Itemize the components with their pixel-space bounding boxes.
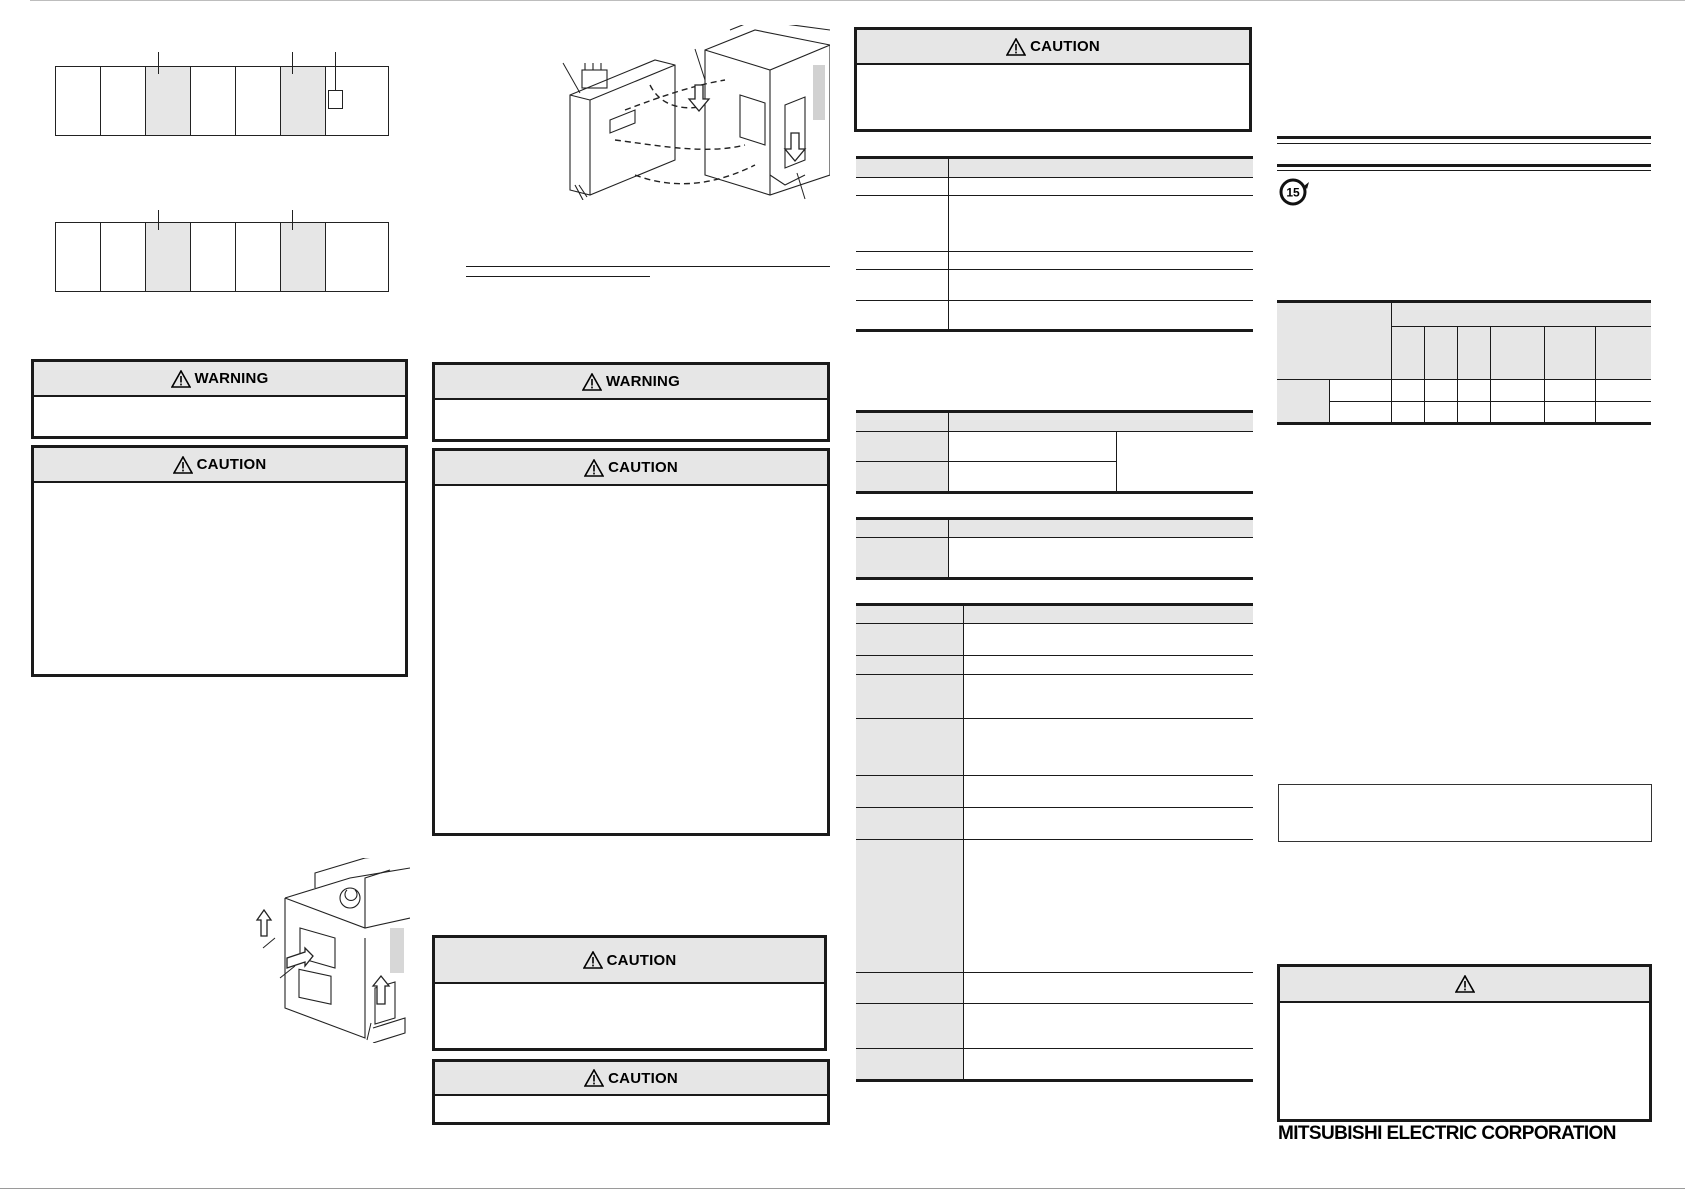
table-row — [856, 973, 1253, 1004]
warning-box — [31, 359, 408, 439]
caution-header — [857, 30, 1249, 65]
spec-table — [856, 410, 1253, 494]
warning-box — [432, 362, 830, 442]
table-row — [856, 624, 1253, 656]
warning-label: WARNING — [194, 370, 269, 387]
table-row — [856, 538, 1253, 577]
module-removal-illustration — [255, 858, 410, 1043]
warning-triangle-icon — [582, 373, 602, 391]
section-rule — [1277, 164, 1651, 167]
spec-table — [856, 156, 1253, 332]
alert-triangle-icon — [1455, 975, 1475, 993]
table-row — [856, 719, 1253, 776]
rohs-number: 15 — [1286, 185, 1300, 200]
table-row — [856, 301, 1253, 329]
table-row — [856, 432, 1253, 462]
caution-label: CAUTION — [196, 456, 267, 473]
spec-table — [856, 517, 1253, 580]
table-header-row — [856, 606, 1253, 624]
leader-line — [158, 52, 159, 74]
table-row — [856, 675, 1253, 719]
caution-header — [34, 448, 405, 483]
caution-triangle-icon — [584, 459, 604, 477]
leader-line — [292, 210, 293, 230]
table-row — [856, 178, 1253, 196]
caution-header — [435, 451, 827, 486]
warning-triangle-icon — [171, 370, 191, 388]
leader-line — [292, 52, 293, 74]
company-logo-text: MITSUBISHI ELECTRIC CORPORATION — [1278, 1123, 1616, 1144]
caution-box — [854, 27, 1252, 132]
caution-header — [435, 1062, 827, 1096]
caution-box — [432, 1059, 830, 1125]
table-header-row — [856, 413, 1253, 432]
rohs-15-icon — [1278, 178, 1310, 206]
caution-label: CAUTION — [608, 1069, 678, 1087]
table-row — [856, 776, 1253, 808]
section-rule — [466, 266, 830, 267]
table-row — [856, 840, 1253, 973]
caution-triangle-icon — [584, 1069, 604, 1087]
table-row — [856, 462, 1253, 491]
caution-header — [435, 938, 824, 984]
safety-box — [1277, 964, 1652, 1122]
warning-label: WARNING — [606, 373, 680, 390]
table-row — [856, 252, 1253, 270]
caution-triangle-icon — [173, 456, 193, 474]
module-mounting-illustration — [555, 25, 830, 200]
caution-label: CAUTION — [606, 951, 677, 969]
caution-box — [31, 445, 408, 677]
leader-line — [335, 52, 336, 92]
bottom-border-line — [0, 1188, 1685, 1189]
section-rule — [466, 276, 650, 277]
section-rule — [1277, 143, 1651, 144]
caution-label: CAUTION — [608, 459, 678, 476]
caution-label: CAUTION — [1030, 38, 1100, 55]
warning-header — [435, 365, 827, 400]
table-row — [856, 196, 1253, 252]
table-row — [856, 808, 1253, 840]
table-header-row — [856, 159, 1253, 178]
caution-box — [432, 935, 827, 1051]
caution-triangle-icon — [583, 951, 603, 969]
spec-table — [856, 603, 1253, 1082]
table-row — [856, 270, 1253, 301]
safety-header — [1280, 967, 1649, 1003]
table-header-row — [856, 520, 1253, 538]
section-rule — [1277, 136, 1651, 139]
substance-table — [1277, 300, 1651, 425]
module-layout-diagram-2 — [55, 222, 389, 292]
connector-marker — [328, 90, 343, 109]
notice-frame — [1278, 784, 1652, 842]
caution-box — [432, 448, 830, 836]
section-rule — [1277, 170, 1651, 171]
top-border-line — [30, 0, 1685, 1]
table-row — [856, 656, 1253, 675]
table-row — [856, 1049, 1253, 1079]
warning-header — [34, 362, 405, 397]
caution-triangle-icon — [1006, 38, 1026, 56]
table-row — [856, 1004, 1253, 1049]
leader-line — [158, 210, 159, 230]
